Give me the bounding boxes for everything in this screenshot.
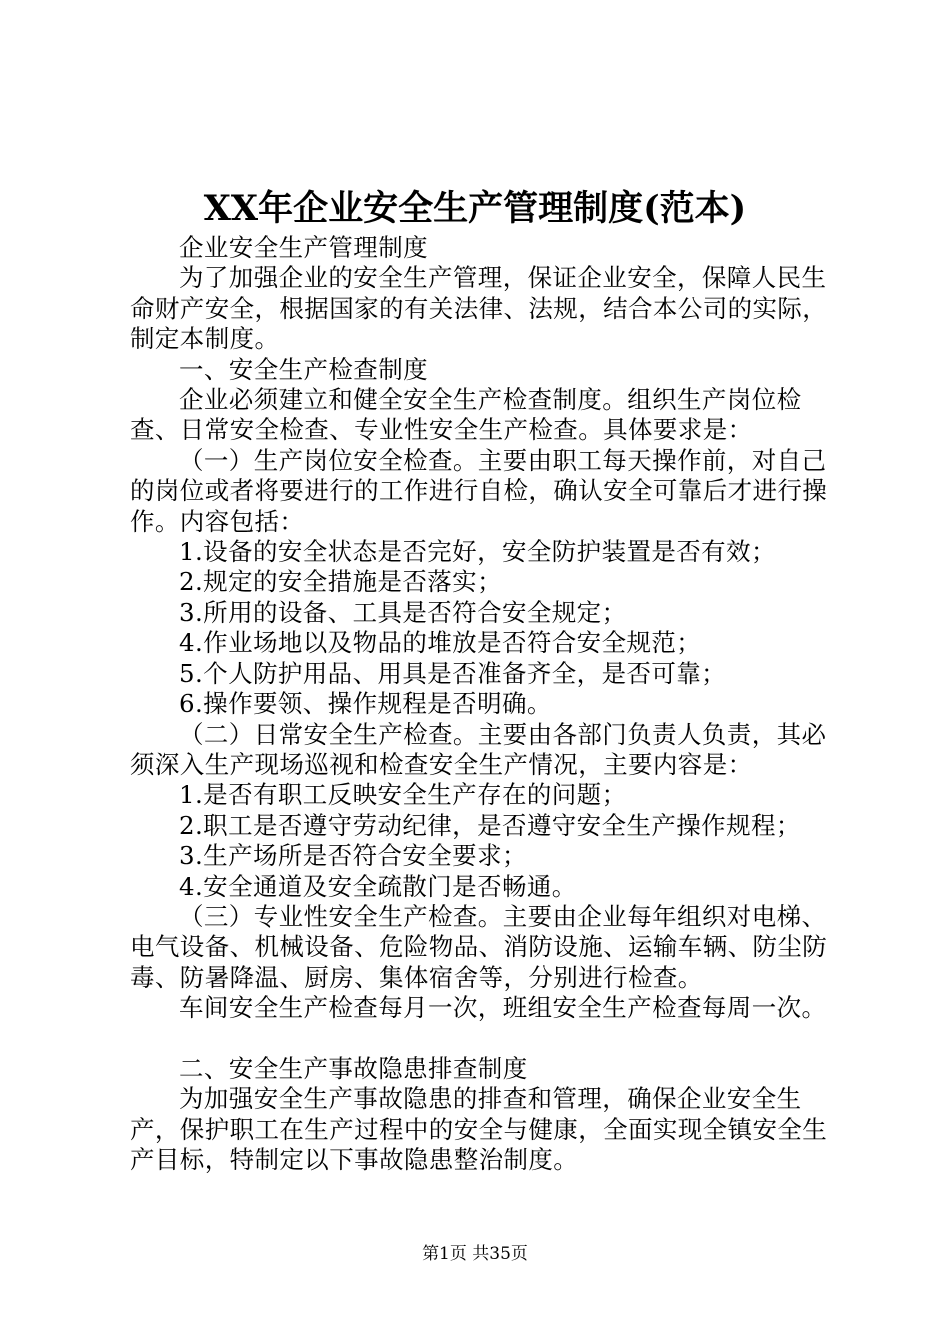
document-body — [130, 233, 835, 1176]
body-paragraph: 1.设备的安全状态是否完好，安全防护装置是否有效； — [179, 537, 776, 567]
body-paragraph: 3.所用的设备、工具是否符合安全规定； — [179, 597, 627, 627]
body-paragraph: 1.是否有职工反映安全生产存在的问题； — [179, 780, 627, 810]
body-paragraph: 2.规定的安全措施是否落实； — [179, 567, 502, 597]
body-paragraph: （三）专业性安全生产检查。主要由企业每年组织对电梯、电气设备、机械设备、危险物品、消防设施、运输车辆、防尘防毒、防暑降温、厨房、集体宿舍等，分别进行检查。 — [130, 901, 828, 992]
body-paragraph: （二）日常安全生产检查。主要由各部门负责人负责，其必须深入生产现场巡视和检查安全生产情况，主要内容是： — [130, 719, 827, 779]
body-paragraph: 二、安全生产事故隐患排查制度 — [179, 1053, 528, 1083]
body-paragraph: 车间安全生产检查每月一次，班组安全生产检查每周一次。 — [179, 993, 827, 1023]
body-paragraph: 4.安全通道及安全疏散门是否畅通。 — [179, 871, 577, 901]
document-title: XX年企业安全生产管理制度(范本) — [203, 188, 747, 229]
body-paragraph: 2.职工是否遵守劳动纪律，是否遵守安全生产操作规程； — [179, 810, 801, 840]
body-paragraph: 5.个人防护用品、用具是否准备齐全，是否可靠； — [179, 658, 727, 688]
body-paragraph: 企业安全生产管理制度 — [179, 233, 428, 262]
body-paragraph: 6.操作要领、操作规程是否明确。 — [179, 689, 552, 719]
body-paragraph: 为加强安全生产事故隐患的排查和管理，确保企业安全生产，保护职工在生产过程中的安全与健康，全面实现全镇安全生产目标，特制定以下事故隐患整治制度。 — [130, 1084, 828, 1175]
body-paragraph: 3.生产场所是否符合安全要求； — [179, 841, 527, 871]
body-paragraph: 企业必须建立和健全安全生产检查制度。组织生产岗位检查、日常安全检查、专业性安全生产检查。具体要求是： — [130, 385, 802, 445]
body-paragraph: 一、安全生产检查制度 — [179, 354, 428, 384]
body-paragraph: 为了加强企业的安全生产管理，保证企业安全，保障人民生命财产安全，根据国家的有关法律、法规，结合本公司的实际，制定本制度。 — [130, 263, 828, 354]
page-footer: 第1页 共35页 — [422, 1244, 528, 1264]
body-paragraph: 4.作业场地以及物品的堆放是否符合安全规范； — [179, 628, 702, 658]
blank-line — [130, 1024, 835, 1054]
body-paragraph: （一）生产岗位安全检查。主要由职工每天操作前，对自己的岗位或者将要进行的工作进行自检，确认安全可靠后才进行操作。内容包括： — [130, 445, 828, 536]
